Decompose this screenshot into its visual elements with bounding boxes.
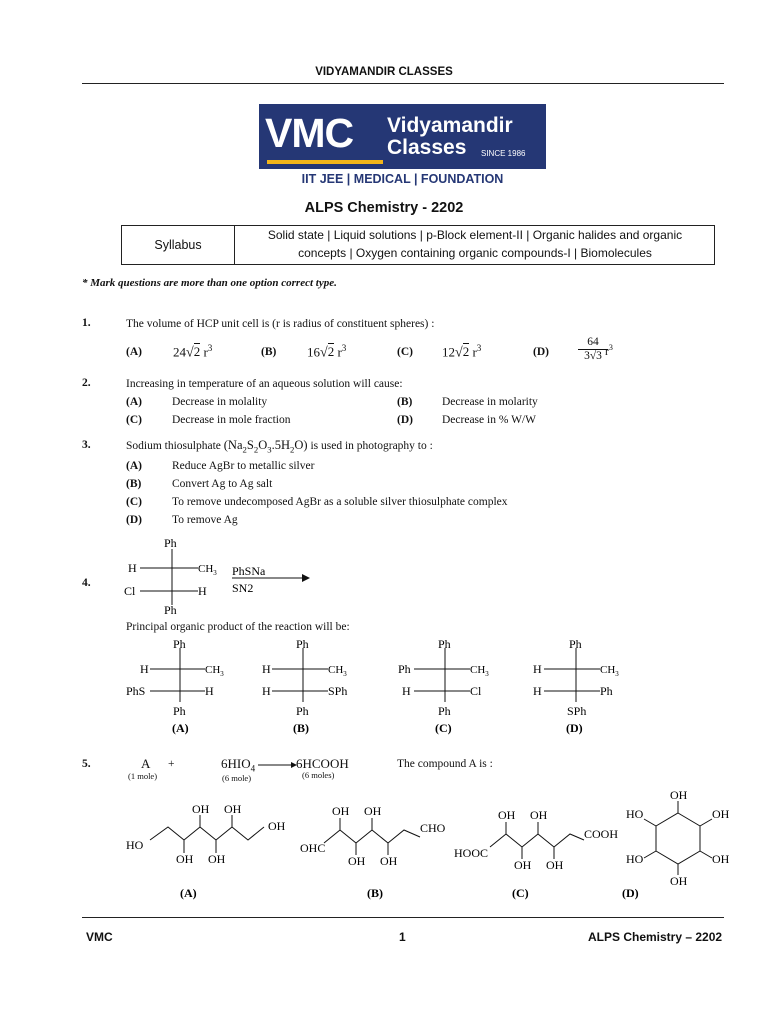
reagent-label: $6HIO_4$ (221, 756, 256, 774)
option-text: To remove Ag (172, 514, 238, 526)
structure-d (626, 788, 730, 888)
reagent-label: PhSNa (232, 564, 266, 578)
question-text: Principal organic product of the reaction will be: (126, 621, 350, 633)
svg-text:CH3: $CH_3$ (328, 664, 347, 678)
svg-text:HOOC: HOOC (454, 846, 489, 860)
reagent-note: (6 mole) (222, 773, 252, 783)
reactant-note: (1 mole) (128, 771, 158, 781)
option-label: (B) (367, 886, 383, 900)
structure-a (126, 802, 286, 866)
question-text: Increasing in temperature of an aqueous solution will cause: (126, 378, 403, 390)
option-label: (D) (397, 414, 413, 426)
svg-text:H: H (205, 684, 214, 698)
page-title: ALPS Chemistry - 2202 (304, 200, 464, 216)
product-d-structure (533, 637, 619, 718)
svg-text:CH3: $CH_3$ (205, 664, 224, 678)
compound-options-structures (122, 785, 732, 905)
svg-text:HO: HO (626, 852, 644, 866)
instruction-note: * Mark questions are more than one option correct type. (82, 277, 337, 289)
option-text: Decrease in mole fraction (172, 414, 291, 426)
option-label: (D) (566, 721, 583, 735)
option-label: (B) (261, 346, 277, 358)
logo-since: SINCE 1986 (481, 149, 526, 158)
svg-text:OH: OH (348, 854, 366, 868)
svg-text:Ph: Ph (600, 684, 613, 698)
question-text: The compound A is : (397, 758, 493, 770)
product-label: 6HCOOH (296, 756, 349, 771)
svg-text:OH: OH (208, 852, 226, 866)
svg-text:H: H (402, 684, 411, 698)
reactant-fischer-projection (120, 533, 320, 618)
option-label: (D) (533, 346, 549, 358)
question-number: 2. (82, 377, 91, 389)
svg-text:OH: OH (546, 858, 564, 872)
fraction: 64 3√3 (578, 336, 608, 362)
option-variable: $r^3$ (605, 343, 613, 358)
option-label: (D) (622, 886, 639, 900)
footer-right: ALPS Chemistry – 2202 (588, 930, 723, 944)
svg-text:OH: OH (268, 819, 286, 833)
logo-name-line1: Vidyamandir (387, 114, 513, 137)
products-fischer-projections (120, 636, 720, 736)
svg-text:PhS: PhS (126, 684, 146, 698)
svg-text:OH: OH (332, 804, 350, 818)
svg-text:H: H (128, 561, 137, 575)
question-number: 5. (82, 758, 91, 770)
svg-text:OH: OH (224, 802, 242, 816)
option-label: (C) (126, 496, 142, 508)
question-text: The volume of HCP unit cell is (r is radius of constituent spheres) : (126, 318, 435, 330)
svg-text:Ph: Ph (296, 704, 309, 718)
svg-text:CH3: $CH_3$ (600, 664, 619, 678)
svg-text:HO: HO (126, 838, 144, 852)
option-label: (A) (126, 460, 142, 472)
svg-text:Ph: Ph (173, 637, 186, 651)
option-text: Convert Ag to Ag salt (172, 478, 273, 490)
option-label: (C) (397, 346, 413, 358)
question-text: Sodium thiosulphate $(Na_2S_2O_3.5H_2O)$ is used in photography to : (126, 438, 433, 455)
svg-text:CHO: CHO (420, 821, 446, 835)
structure-b (300, 804, 446, 868)
svg-text:HO: HO (626, 807, 644, 821)
svg-text:H: H (533, 662, 542, 676)
footer-rule (82, 917, 724, 918)
option-label: (B) (126, 478, 142, 490)
option-label: (A) (126, 396, 142, 408)
option-label: (A) (172, 721, 189, 735)
question-number: 4. (82, 577, 91, 589)
svg-text:H: H (140, 662, 149, 676)
condition-label: SN2 (232, 581, 254, 595)
svg-text:OH: OH (514, 858, 532, 872)
svg-text:Ph: Ph (164, 536, 177, 550)
svg-text:SPh: SPh (328, 684, 348, 698)
option-label: (A) (180, 886, 197, 900)
svg-text:OH: OH (670, 788, 688, 802)
option-label: (B) (293, 721, 309, 735)
vmc-logo (259, 104, 546, 169)
svg-text:OH: OH (498, 808, 516, 822)
product-a-structure (126, 637, 224, 718)
option-label: (B) (397, 396, 413, 408)
svg-text:Ph: Ph (398, 662, 411, 676)
svg-text:CH3: $CH_3$ (470, 664, 489, 678)
syllabus-box (121, 225, 715, 265)
svg-text:CH3: $CH_3$ (198, 563, 217, 577)
option-label: (C) (512, 886, 529, 900)
svg-text:H: H (198, 584, 207, 598)
product-b-structure (262, 637, 347, 718)
svg-text:OH: OH (176, 852, 194, 866)
svg-text:OH: OH (712, 852, 730, 866)
syllabus-line2: concepts | Oxygen containing organic compounds-I | Biomolecules (298, 245, 652, 260)
svg-text:OH: OH (364, 804, 382, 818)
footer-left: VMC (86, 930, 113, 944)
svg-text:H: H (533, 684, 542, 698)
reaction-arrow (258, 760, 298, 770)
option-text: Decrease in molarity (442, 396, 538, 408)
svg-text:OH: OH (670, 874, 688, 888)
logo-name-line2: Classes (387, 136, 467, 159)
logo-tagline: IIT JEE | MEDICAL | FOUNDATION (301, 172, 504, 186)
product-note: (6 moles) (302, 770, 335, 780)
option-label: (D) (126, 514, 142, 526)
syllabus-line1: Solid state | Liquid solutions | p-Block element-II | Organic halides and organic (267, 228, 683, 242)
question-number: 3. (82, 439, 91, 451)
reactant-label: A (141, 756, 151, 771)
svg-text:OH: OH (380, 854, 398, 868)
svg-text:H: H (262, 684, 271, 698)
svg-text:Ph: Ph (438, 637, 451, 651)
svg-text:Ph: Ph (164, 603, 177, 617)
page-number: 1 (399, 930, 406, 944)
svg-text:Ph: Ph (569, 637, 582, 651)
option-expression: 12√2 $r^3$ (442, 343, 482, 361)
chemical-formula: $(Na_2S_2O_3.5H_2O)$ (223, 438, 308, 455)
svg-text:H: H (262, 662, 271, 676)
svg-text:OH: OH (530, 808, 548, 822)
header-rule (82, 83, 724, 84)
svg-text:Ph: Ph (438, 704, 451, 718)
svg-text:Cl: Cl (470, 684, 482, 698)
option-expression: 24√2 $r^3$ (173, 343, 213, 361)
svg-text:OH: OH (712, 807, 730, 821)
option-label: (C) (435, 721, 452, 735)
option-label: (A) (126, 346, 142, 358)
option-label: (C) (126, 414, 142, 426)
question-number: 1. (82, 317, 91, 329)
svg-text:OHC: OHC (300, 841, 326, 855)
option-text: To remove undecomposed AgBr as a soluble silver thiosulphate complex (172, 496, 508, 508)
logo-abbr: VMC (265, 110, 354, 156)
plus-sign: + (168, 758, 175, 770)
option-expression: 16√2 $r^3$ (307, 343, 347, 361)
option-text: Decrease in molality (172, 396, 268, 408)
svg-text:SPh: SPh (567, 704, 587, 718)
logo-bar (267, 160, 383, 164)
svg-text:Cl: Cl (124, 584, 136, 598)
running-header: VIDYAMANDIR CLASSES (315, 66, 453, 78)
svg-text:OH: OH (192, 802, 210, 816)
product-c-structure (398, 637, 489, 718)
option-text: Decrease in % W/W (442, 414, 536, 426)
syllabus-topics (235, 227, 715, 262)
option-text: Reduce AgBr to metallic silver (172, 460, 315, 472)
structure-c (454, 808, 618, 872)
svg-text:Ph: Ph (296, 637, 309, 651)
svg-text:Ph: Ph (173, 704, 186, 718)
svg-text:COOH: COOH (584, 827, 619, 841)
syllabus-label: Syllabus (122, 226, 235, 264)
